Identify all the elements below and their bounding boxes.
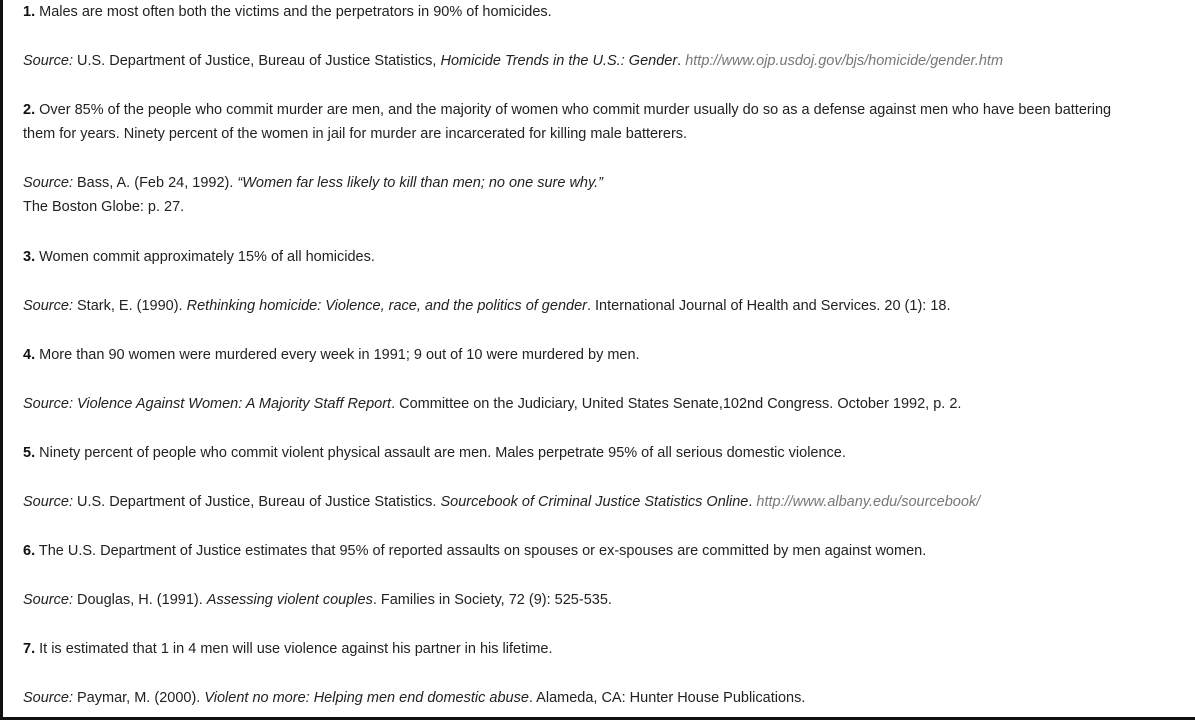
fact-text: Women commit approximately 15% of all homicides. (39, 249, 375, 265)
source-link[interactable]: http://www.ojp.usdoj.gov/bjs/homicide/gender.htm (685, 53, 1004, 69)
fact-number: 1. (23, 4, 36, 20)
fact-text: More than 90 women were murdered every week in 1991; 9 out of 10 were murdered by men. (39, 347, 640, 363)
source-authors: Douglas, H. (1991). (77, 592, 203, 608)
fact-text: Ninety percent of people who commit violent physical assault are men. Males perpetrate 95% of all serious domestic violence. (39, 445, 846, 461)
source-link[interactable]: http://www.albany.edu/sourcebook/ (756, 494, 981, 510)
source-label: Source: (23, 175, 73, 191)
source-authors: Stark, E. (1990). (77, 298, 183, 314)
source-title: Homicide Trends in the U.S.: Gender (440, 53, 678, 69)
source-punct: . (748, 494, 753, 510)
fact-6 (23, 539, 926, 563)
source-label: Source: (23, 53, 73, 69)
fact-4-source (23, 392, 961, 416)
fact-5-source (23, 490, 980, 514)
fact-2 (23, 98, 1111, 122)
fact-1-source (23, 49, 1003, 73)
fact-text: It is estimated that 1 in 4 men will use violence against his partner in his lifetime. (39, 641, 553, 657)
source-authors: U.S. Department of Justice, Bureau of Justice Statistics, (77, 53, 437, 69)
source-details: . Committee on the Judiciary, United States Senate,102nd Congress. October 1992, p. 2. (391, 396, 962, 412)
source-label: Source: (23, 396, 73, 412)
fact-number: 5. (23, 445, 36, 461)
fact-6-source (23, 588, 612, 612)
fact-7 (23, 637, 553, 661)
fact-text: Males are most often both the victims and the perpetrators in 90% of homicides. (39, 4, 552, 20)
fact-number: 3. (23, 249, 36, 265)
source-title: Violence Against Women: A Majority Staff Report (77, 396, 392, 412)
fact-3-source (23, 294, 950, 318)
fact-2-source (23, 171, 603, 195)
source-label: Source: (23, 592, 73, 608)
source-publication: The Boston Globe: p. 27. (23, 199, 185, 215)
source-title: Assessing violent couples (206, 592, 373, 608)
source-title: “Women far less likely to kill than men; no one sure why.” (237, 175, 604, 191)
fact-7-source (23, 686, 805, 710)
source-label: Source: (23, 298, 73, 314)
fact-text: Over 85% of the people who commit murder are men, and the majority of women who commit murder usually do so as a defense against men who have been battering (39, 102, 1112, 118)
fact-text: them for years. Ninety percent of the women in jail for murder are incarcerated for killing male batterers. (23, 126, 688, 142)
fact-2-continued (23, 122, 687, 146)
fact-number: 7. (23, 641, 36, 657)
source-authors: U.S. Department of Justice, Bureau of Justice Statistics. (77, 494, 437, 510)
source-details: . Families in Society, 72 (9): 525-535. (372, 592, 612, 608)
source-details: . Alameda, CA: Hunter House Publications. (528, 690, 806, 706)
source-authors: Bass, A. (Feb 24, 1992). (77, 175, 234, 191)
fact-number: 6. (23, 543, 36, 559)
fact-5 (23, 441, 846, 465)
fact-number: 2. (23, 102, 36, 118)
fact-number: 4. (23, 347, 36, 363)
fact-3 (23, 245, 375, 269)
left-border (0, 0, 3, 720)
source-details: . International Journal of Health and Services. 20 (1): 18. (586, 298, 951, 314)
fact-2-source-publication (23, 195, 184, 219)
source-authors: Paymar, M. (2000). (77, 690, 201, 706)
source-title: Sourcebook of Criminal Justice Statistics Online (440, 494, 749, 510)
source-punct: . (677, 53, 682, 69)
source-label: Source: (23, 494, 73, 510)
source-label: Source: (23, 690, 73, 706)
fact-4 (23, 343, 640, 367)
source-title: Violent no more: Helping men end domestic abuse (204, 690, 529, 706)
fact-1 (23, 0, 552, 24)
fact-text: The U.S. Department of Justice estimates that 95% of reported assaults on spouses or ex-spouses are committed by men against women. (38, 543, 927, 559)
source-title: Rethinking homicide: Violence, race, and the politics of gender (186, 298, 587, 314)
